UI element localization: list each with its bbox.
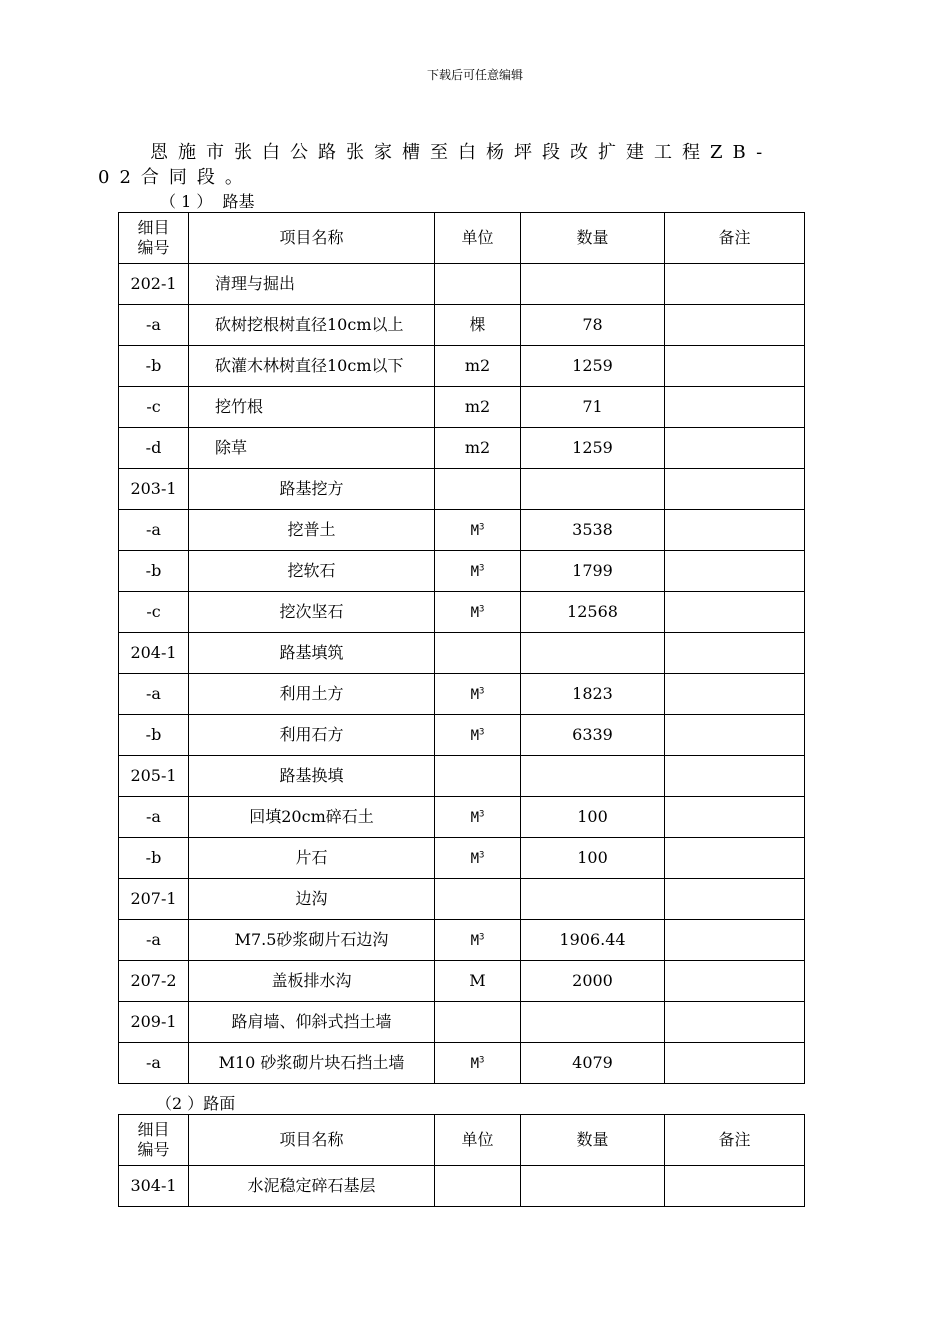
row-code: -c <box>119 387 189 428</box>
row-name: 边沟 <box>189 879 435 920</box>
row-remark <box>665 592 805 633</box>
table-row <box>119 510 805 551</box>
row-unit <box>435 674 521 715</box>
row-name: 挖软石 <box>189 551 435 592</box>
row-qty <box>521 756 665 797</box>
row-name: 利用石方 <box>189 715 435 756</box>
unit-text: $M^3$ <box>470 521 485 539</box>
row-qty: 1823 <box>521 674 665 715</box>
row-unit <box>435 592 521 633</box>
row-code: -b <box>119 838 189 879</box>
row-code: 204-1 <box>119 633 189 674</box>
row-remark <box>665 346 805 387</box>
row-code: -a <box>119 674 189 715</box>
row-unit <box>435 920 521 961</box>
row-remark <box>665 1166 805 1207</box>
row-unit <box>435 797 521 838</box>
row-name: M10 砂浆砌片块石挡土墙 <box>189 1043 435 1084</box>
header-code <box>119 1115 189 1166</box>
row-code: 203-1 <box>119 469 189 510</box>
row-unit <box>435 469 521 510</box>
row-remark <box>665 1043 805 1084</box>
row-unit: m2 <box>435 346 521 387</box>
header-code <box>119 213 189 264</box>
row-qty: 6339 <box>521 715 665 756</box>
row-remark <box>665 551 805 592</box>
row-code: -a <box>119 920 189 961</box>
row-code: 202-1 <box>119 264 189 305</box>
table-row <box>119 1002 805 1043</box>
row-remark <box>665 838 805 879</box>
table-row <box>119 920 805 961</box>
header-code-line-1: 细目 <box>137 1120 170 1139</box>
row-unit <box>435 1002 521 1043</box>
header-remark: 备注 <box>665 1115 805 1166</box>
row-code: -a <box>119 305 189 346</box>
table-row <box>119 756 805 797</box>
row-qty <box>521 879 665 920</box>
row-code: 205-1 <box>119 756 189 797</box>
pavement-quantity-table <box>118 1114 805 1207</box>
row-unit <box>435 1043 521 1084</box>
row-unit <box>435 551 521 592</box>
row-code: -a <box>119 797 189 838</box>
table-row <box>119 264 805 305</box>
row-remark <box>665 715 805 756</box>
row-remark <box>665 920 805 961</box>
row-code: 209-1 <box>119 1002 189 1043</box>
table-row <box>119 551 805 592</box>
row-name: 挖普土 <box>189 510 435 551</box>
unit-text: $M^3$ <box>470 562 485 580</box>
row-name: 挖竹根 <box>189 387 435 428</box>
unit-text: $M^3$ <box>470 603 485 621</box>
row-name: 路基挖方 <box>189 469 435 510</box>
header-name: 项目名称 <box>189 213 435 264</box>
row-name: 片石 <box>189 838 435 879</box>
document-title-line-2: 02合同段。 <box>98 167 253 188</box>
row-qty: 2000 <box>521 961 665 1002</box>
header-name: 项目名称 <box>189 1115 435 1166</box>
row-qty: 78 <box>521 305 665 346</box>
row-name: 砍灌木林树直径10cm以下 <box>189 346 435 387</box>
table-row <box>119 469 805 510</box>
row-name: 砍树挖根树直径10cm以上 <box>189 305 435 346</box>
row-remark <box>665 1002 805 1043</box>
row-name: 路基填筑 <box>189 633 435 674</box>
row-qty: 4079 <box>521 1043 665 1084</box>
row-qty: 1259 <box>521 346 665 387</box>
unit-text: $M^3$ <box>470 726 485 744</box>
row-qty <box>521 1166 665 1207</box>
row-remark <box>665 633 805 674</box>
row-name: M7.5砂浆砌片石边沟 <box>189 920 435 961</box>
table-row <box>119 961 805 1002</box>
table-row <box>119 674 805 715</box>
table-row <box>119 346 805 387</box>
header-unit: 单位 <box>435 213 521 264</box>
table-row <box>119 387 805 428</box>
row-remark <box>665 797 805 838</box>
row-qty: 3538 <box>521 510 665 551</box>
row-code: 207-2 <box>119 961 189 1002</box>
row-qty <box>521 1002 665 1043</box>
row-unit <box>435 715 521 756</box>
row-qty: 100 <box>521 838 665 879</box>
row-unit <box>435 1166 521 1207</box>
row-remark <box>665 428 805 469</box>
row-name: 路基换填 <box>189 756 435 797</box>
subgrade-quantity-table <box>118 212 805 1084</box>
row-unit <box>435 879 521 920</box>
row-unit <box>435 264 521 305</box>
row-remark <box>665 305 805 346</box>
header-unit: 单位 <box>435 1115 521 1166</box>
row-code: -a <box>119 510 189 551</box>
row-remark <box>665 264 805 305</box>
row-qty: 71 <box>521 387 665 428</box>
row-unit: M <box>435 961 521 1002</box>
row-qty: 1906.44 <box>521 920 665 961</box>
row-remark <box>665 961 805 1002</box>
row-code: -a <box>119 1043 189 1084</box>
row-qty: 1799 <box>521 551 665 592</box>
header-code-line-2: 编号 <box>137 238 170 257</box>
header-qty: 数量 <box>521 1115 665 1166</box>
row-code: -b <box>119 346 189 387</box>
unit-text: $M^3$ <box>470 931 485 949</box>
table-header-row <box>119 213 805 264</box>
row-unit <box>435 510 521 551</box>
row-qty: 100 <box>521 797 665 838</box>
row-code: 207-1 <box>119 879 189 920</box>
row-remark <box>665 469 805 510</box>
table-row <box>119 428 805 469</box>
section-label-subgrade: （ 1 ） 路基 <box>160 192 255 211</box>
header-note: 下载后可任意编辑 <box>426 68 523 82</box>
header-code-line-1: 细目 <box>137 218 170 237</box>
row-unit <box>435 838 521 879</box>
row-remark <box>665 510 805 551</box>
table-row <box>119 715 805 756</box>
row-name: 除草 <box>189 428 435 469</box>
section-label-pavement: （2 ）路面 <box>156 1094 236 1113</box>
header-qty: 数量 <box>521 213 665 264</box>
table-row <box>119 879 805 920</box>
unit-text: $M^3$ <box>470 808 485 826</box>
row-code: -b <box>119 551 189 592</box>
header-remark: 备注 <box>665 213 805 264</box>
row-name: 回填20cm碎石土 <box>189 797 435 838</box>
row-unit <box>435 633 521 674</box>
row-qty <box>521 633 665 674</box>
row-unit: m2 <box>435 428 521 469</box>
row-unit <box>435 756 521 797</box>
row-code: 304-1 <box>119 1166 189 1207</box>
row-name: 水泥稳定碎石基层 <box>189 1166 435 1207</box>
row-qty <box>521 264 665 305</box>
row-name: 利用土方 <box>189 674 435 715</box>
row-remark <box>665 756 805 797</box>
row-remark <box>665 674 805 715</box>
table-header-row <box>119 1115 805 1166</box>
row-name: 挖次坚石 <box>189 592 435 633</box>
row-remark <box>665 879 805 920</box>
header-code-line-2: 编号 <box>137 1140 170 1159</box>
row-name: 路肩墙、仰斜式挡土墙 <box>189 1002 435 1043</box>
row-qty: 12568 <box>521 592 665 633</box>
table-row <box>119 305 805 346</box>
unit-text: $M^3$ <box>470 849 485 867</box>
row-name: 盖板排水沟 <box>189 961 435 1002</box>
table-row <box>119 1043 805 1084</box>
table-row <box>119 797 805 838</box>
document-title-line-1: 恩施市张白公路张家槽至白杨坪段改扩建工程ZB- <box>150 142 773 163</box>
row-name: 清理与掘出 <box>189 264 435 305</box>
row-code: -d <box>119 428 189 469</box>
row-remark <box>665 387 805 428</box>
row-code: -b <box>119 715 189 756</box>
unit-text: $M^3$ <box>470 685 485 703</box>
table-row <box>119 1166 805 1207</box>
row-code: -c <box>119 592 189 633</box>
row-unit: m2 <box>435 387 521 428</box>
row-qty: 1259 <box>521 428 665 469</box>
table-row <box>119 838 805 879</box>
row-qty <box>521 469 665 510</box>
table-row <box>119 633 805 674</box>
unit-text: $M^3$ <box>470 1054 485 1072</box>
table-row <box>119 592 805 633</box>
row-unit: 棵 <box>435 305 521 346</box>
